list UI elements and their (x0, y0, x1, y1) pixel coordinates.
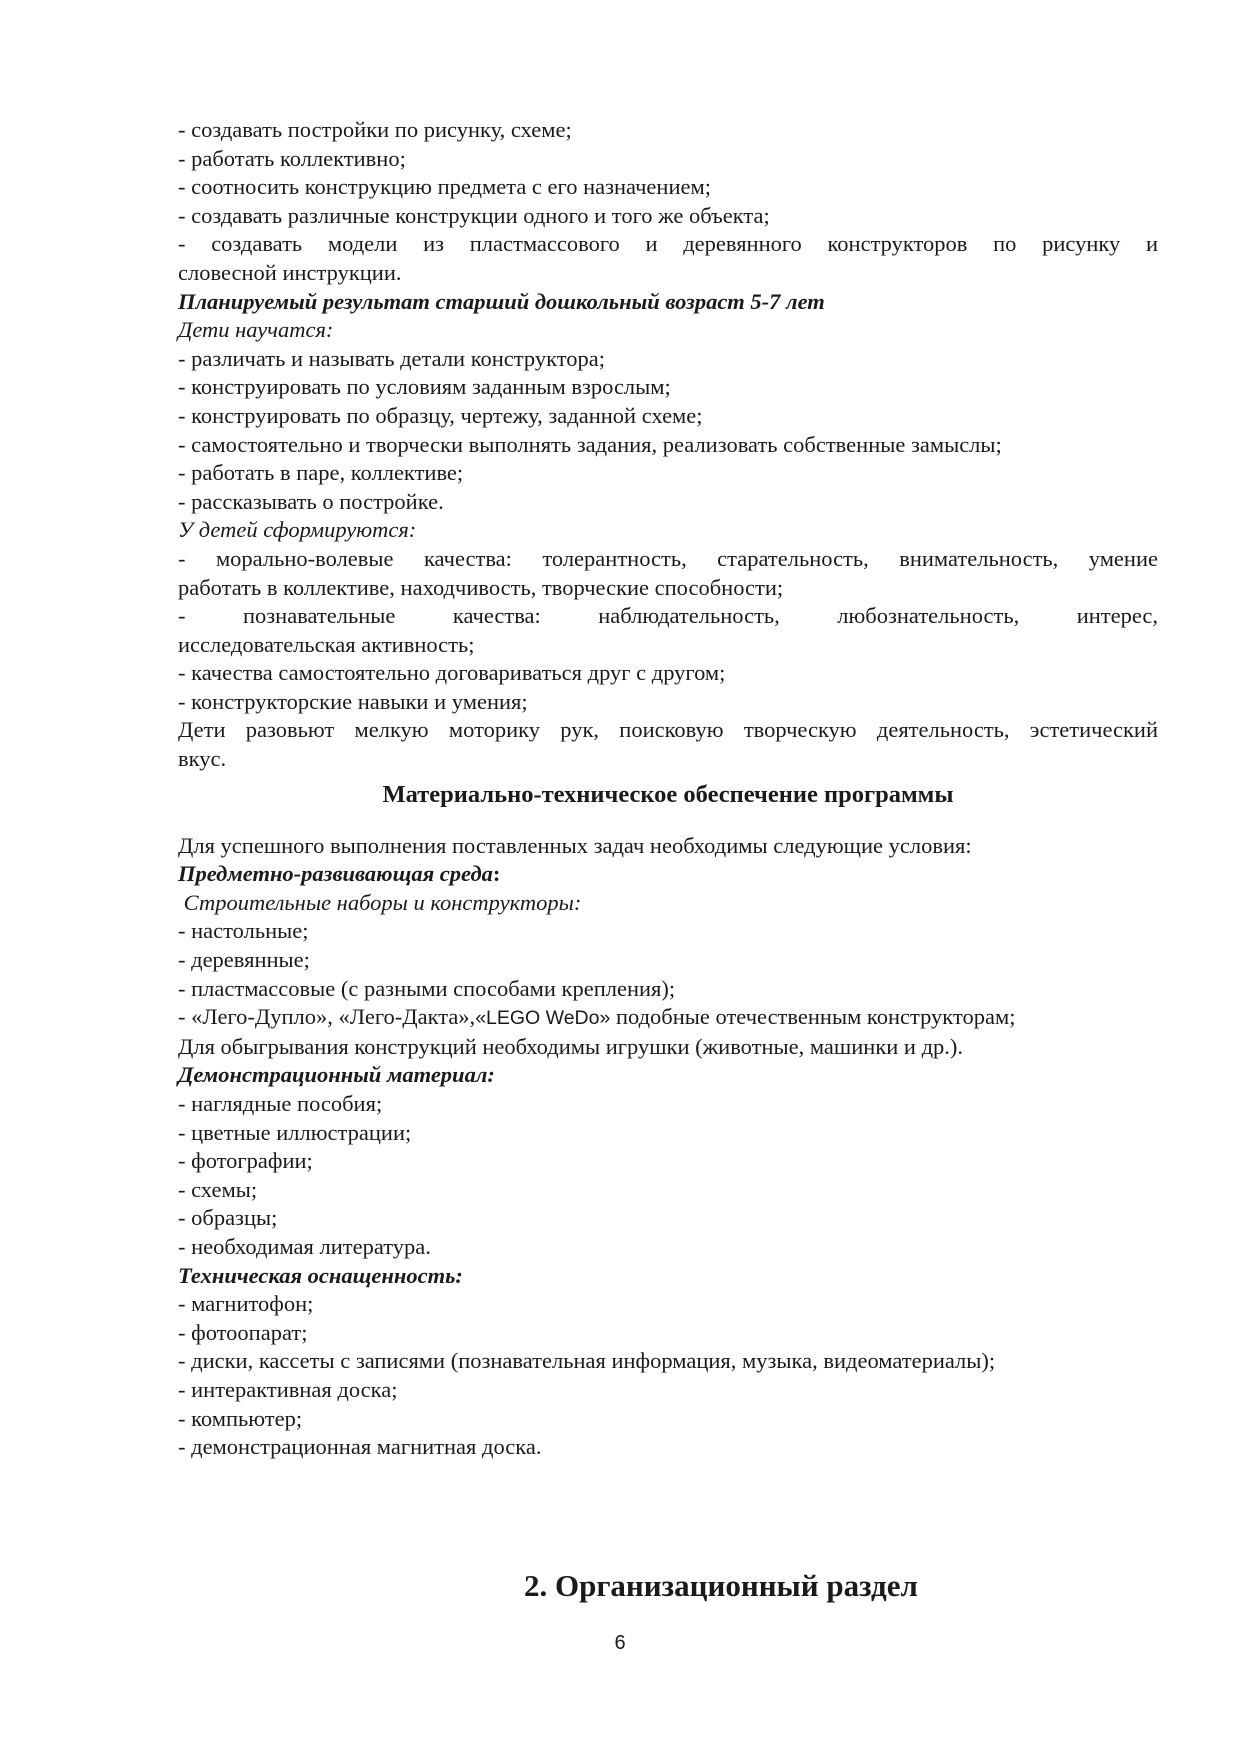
list-item: - магнитофон; (178, 1291, 314, 1317)
page-number: 6 (614, 1632, 626, 1654)
env-label (178, 860, 1158, 889)
list-item: - образцы; (178, 1205, 278, 1231)
paragraph: Дети разовьют мелкую моторику рук, поисковую творческую деятельность, эстетический (178, 717, 1158, 743)
env-label-text: Предметно-развивающая среда (178, 861, 493, 887)
list-item: - фотографии; (178, 1148, 313, 1174)
list-item: - конструкторские навыки и умения; (178, 688, 528, 714)
document-body (178, 116, 1158, 1462)
list-item: - пластмассовые (с разными способами крепления); (178, 975, 676, 1001)
demo-label: Демонстрационный материал: (178, 1062, 495, 1088)
list-item: - наглядные пособия; (178, 1091, 383, 1116)
materials-heading: Материально-техническое обеспечение программы (382, 780, 954, 808)
list-item: - работать в паре, коллективе; (178, 460, 464, 486)
section-2-heading: 2. Организационный раздел (524, 1568, 918, 1603)
list-item: - работать коллективно; (178, 145, 406, 171)
tech-label: Техническая оснащенность: (178, 1262, 463, 1288)
lego-suffix: подобные отечественным конструкторам; (610, 1004, 1016, 1030)
list-item: - интерактивная доска; (178, 1376, 398, 1402)
list-item: - схемы; (178, 1176, 258, 1202)
result-heading: Планируемый результат старший дошкольный возраст 5-7 лет (178, 288, 825, 314)
list-item: - морально-волевые качества: толерантность, старательность, внимательность, умение (178, 545, 1158, 571)
toys-paragraph: Для обыгрывания конструкций необходимы игрушки (животные, машинки и др.). (178, 1033, 964, 1059)
list-item: - создавать модели из пластмассового и деревянного конструкторов по рисунку и (178, 231, 1158, 257)
list-item: - самостоятельно и творчески выполнять задания, реализовать собственные замыслы; (178, 431, 1002, 457)
list-item: - необходимая литература. (178, 1233, 431, 1259)
list-item-continuation: исследовательская активность; (178, 631, 475, 657)
lego-item (178, 1003, 1158, 1033)
intro-paragraph: Для успешного выполнения поставленных задач необходимы следующие условия: (178, 832, 972, 858)
list-item: - соотносить конструкцию предмета с его назначением; (178, 174, 711, 200)
lego-prefix: - «Лего-Дупло», «Лего-Дакта», (178, 1004, 476, 1030)
list-item: - различать и называть детали конструктора; (178, 345, 606, 371)
list-item: - диски, кассеты с записями (познавательная информация, музыка, видеоматериалы); (178, 1348, 996, 1374)
list-item-continuation: работать в коллективе, находчивость, творческие способности; (178, 574, 784, 600)
lego-wedo: «LEGO WeDo» (475, 1007, 611, 1030)
list-item: - конструировать по условиям заданным взрослым; (178, 374, 671, 400)
list-item: - деревянные; (178, 947, 310, 973)
formed-label: У детей сформируются: (178, 517, 417, 543)
list-item: - познавательные качества: наблюдательность, любознательность, интерес, (178, 603, 1158, 629)
env-label-colon: : (492, 861, 501, 887)
list-item: - фотоопарат; (178, 1319, 308, 1345)
list-item: - демонстрационная магнитная доска. (178, 1434, 542, 1460)
list-item: - качества самостоятельно договариваться друг с другом; (178, 660, 726, 686)
list-item: - конструировать по образцу, чертежу, заданной схеме; (178, 402, 703, 428)
list-item: - цветные иллюстрации; (178, 1119, 412, 1145)
learn-label: Дети научатся: (178, 317, 334, 343)
list-item: - создавать различные конструкции одного и того же объекта; (178, 202, 770, 228)
list-item: - создавать постройки по рисунку, схеме; (178, 117, 572, 142)
sets-label: Строительные наборы и конструкторы: (178, 889, 582, 915)
list-item: - настольные; (178, 918, 309, 944)
list-item: - компьютер; (178, 1405, 303, 1431)
list-item: - рассказывать о постройке. (178, 488, 444, 514)
list-item-continuation: словесной инструкции. (178, 259, 402, 285)
paragraph-continuation: вкус. (178, 746, 227, 772)
